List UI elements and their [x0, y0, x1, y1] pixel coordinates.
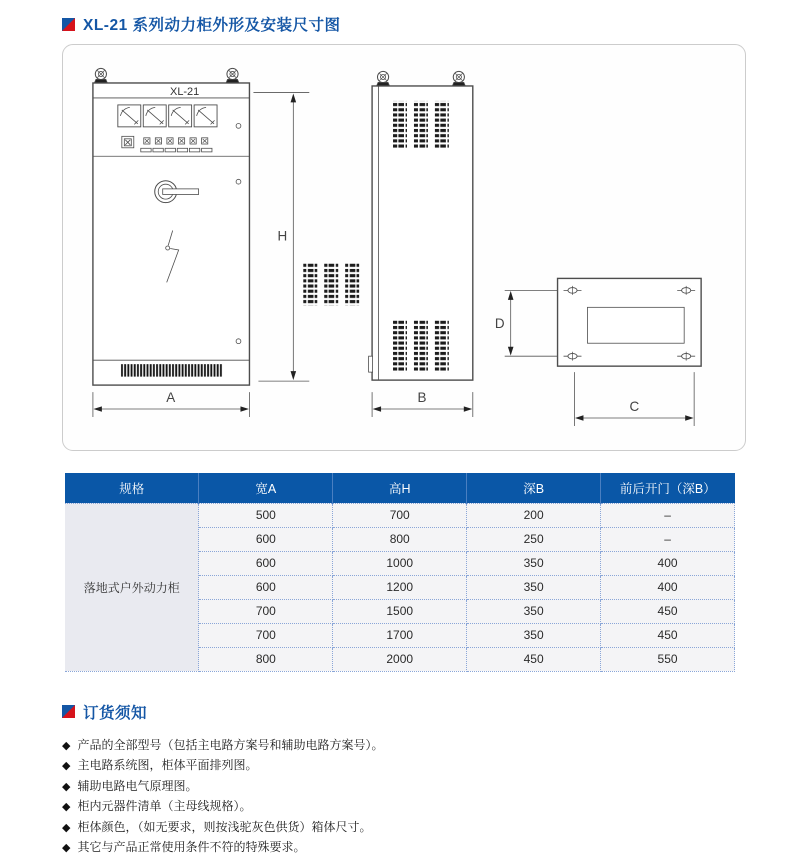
- diamond-bullet-icon: ◆: [62, 842, 71, 854]
- ordering-item-text: 其它与产品正常使用条件不符的特殊要求。: [77, 840, 306, 854]
- section-marker-icon: [62, 705, 75, 718]
- table-cell: 400: [601, 575, 735, 599]
- header-door-depth: 前后开门（深B）: [601, 473, 735, 503]
- dim-B: [372, 390, 473, 417]
- side-view: [369, 71, 473, 380]
- panel-meter-icon: [143, 105, 166, 127]
- dim-D-label: D: [494, 316, 505, 332]
- table-cell: 250: [467, 527, 601, 551]
- ordering-item: [62, 736, 800, 757]
- table-cell: 350: [467, 599, 601, 623]
- table-cell: 550: [601, 647, 735, 671]
- row-group-label: 落地式户外动力柜: [65, 503, 199, 671]
- header-depth-b: 深B: [467, 473, 601, 503]
- table-cell: 700: [333, 503, 467, 527]
- panel-meter-icon: [169, 105, 192, 127]
- lifting-eye-icon: [377, 71, 390, 86]
- table-cell: 1500: [333, 599, 467, 623]
- table-cell: 700: [199, 623, 333, 647]
- page-title-row: [62, 0, 800, 35]
- ordering-title-row: [62, 701, 800, 723]
- diamond-bullet-icon: ◆: [62, 760, 71, 772]
- table-cell: –: [601, 503, 735, 527]
- ordering-item: [62, 838, 800, 859]
- table-cell: 1000: [333, 551, 467, 575]
- panel-meter-icon: [118, 105, 141, 127]
- ordering-item: [62, 756, 800, 777]
- table-cell: 350: [467, 623, 601, 647]
- lifting-eye-icon: [226, 68, 239, 83]
- dim-C: [575, 372, 695, 426]
- diamond-bullet-icon: ◆: [62, 801, 71, 813]
- spec-table: [65, 473, 735, 672]
- ordering-item: [62, 818, 800, 839]
- dim-A-label: A: [166, 390, 176, 406]
- ordering-item-text: 主电路系统图，柜体平面排列图。: [77, 758, 258, 772]
- dim-C-label: C: [629, 399, 640, 415]
- table-cell: 450: [467, 647, 601, 671]
- table-cell: 500: [199, 503, 333, 527]
- table-cell: 800: [333, 527, 467, 551]
- ordering-item: [62, 797, 800, 818]
- table-cell: 400: [601, 551, 735, 575]
- vent-detail: [303, 262, 359, 305]
- table-cell: 200: [467, 503, 601, 527]
- table-cell: 600: [199, 575, 333, 599]
- table-cell: 700: [199, 599, 333, 623]
- table-cell: 350: [467, 575, 601, 599]
- panel-meter-icon: [194, 105, 217, 127]
- table-cell: 1200: [333, 575, 467, 599]
- table-cell: 800: [199, 647, 333, 671]
- ordering-notes-list: [62, 736, 800, 859]
- table-cell: 600: [199, 527, 333, 551]
- header-spec: 规格: [65, 473, 199, 503]
- cabinet-model-label: XL-21: [170, 85, 200, 98]
- ordering-item-text: 柜体颜色，（如无要求，则按浅驼灰色供货）箱体尺寸。: [77, 819, 372, 834]
- dim-D: [495, 290, 558, 356]
- lifting-eye-icon: [452, 71, 465, 86]
- page-title: XL-21 系列动力柜外形及安装尺寸图: [83, 17, 341, 34]
- dim-B-label: B: [417, 390, 427, 406]
- table-row: [65, 503, 735, 527]
- ventilation-grille: [121, 364, 223, 376]
- dim-A: [93, 390, 250, 417]
- diamond-bullet-icon: ◆: [62, 821, 71, 834]
- ordering-item-text: 产品的全部型号（包括主电路方案号和辅助电路方案号）。: [77, 737, 384, 752]
- table-cell: –: [601, 527, 735, 551]
- drawing-panel: [62, 44, 746, 451]
- dim-H: [253, 92, 309, 381]
- ordering-section-title: 订货须知: [83, 704, 148, 722]
- table-cell: 350: [467, 551, 601, 575]
- header-height-h: 高H: [333, 473, 467, 503]
- dimension-drawing: [63, 45, 745, 450]
- diamond-bullet-icon: ◆: [62, 739, 71, 752]
- front-view: [93, 68, 250, 385]
- table-cell: 450: [601, 623, 735, 647]
- ordering-item: [62, 777, 800, 798]
- table-header-row: [65, 473, 735, 503]
- table-cell: 450: [601, 599, 735, 623]
- ordering-item-text: 柜内元器件清单（主母线规格）。: [77, 799, 252, 813]
- table-cell: 600: [199, 551, 333, 575]
- section-marker-icon: [62, 18, 75, 31]
- diamond-bullet-icon: ◆: [62, 780, 71, 793]
- lifting-eye-icon: [94, 68, 107, 83]
- table-cell: 2000: [333, 647, 467, 671]
- dim-H-label: H: [277, 228, 288, 244]
- header-width-a: 宽A: [199, 473, 333, 503]
- table-cell: 1700: [333, 623, 467, 647]
- base-plan-view: [558, 278, 702, 366]
- ordering-item-text: 辅助电路电气原理图。: [77, 778, 198, 793]
